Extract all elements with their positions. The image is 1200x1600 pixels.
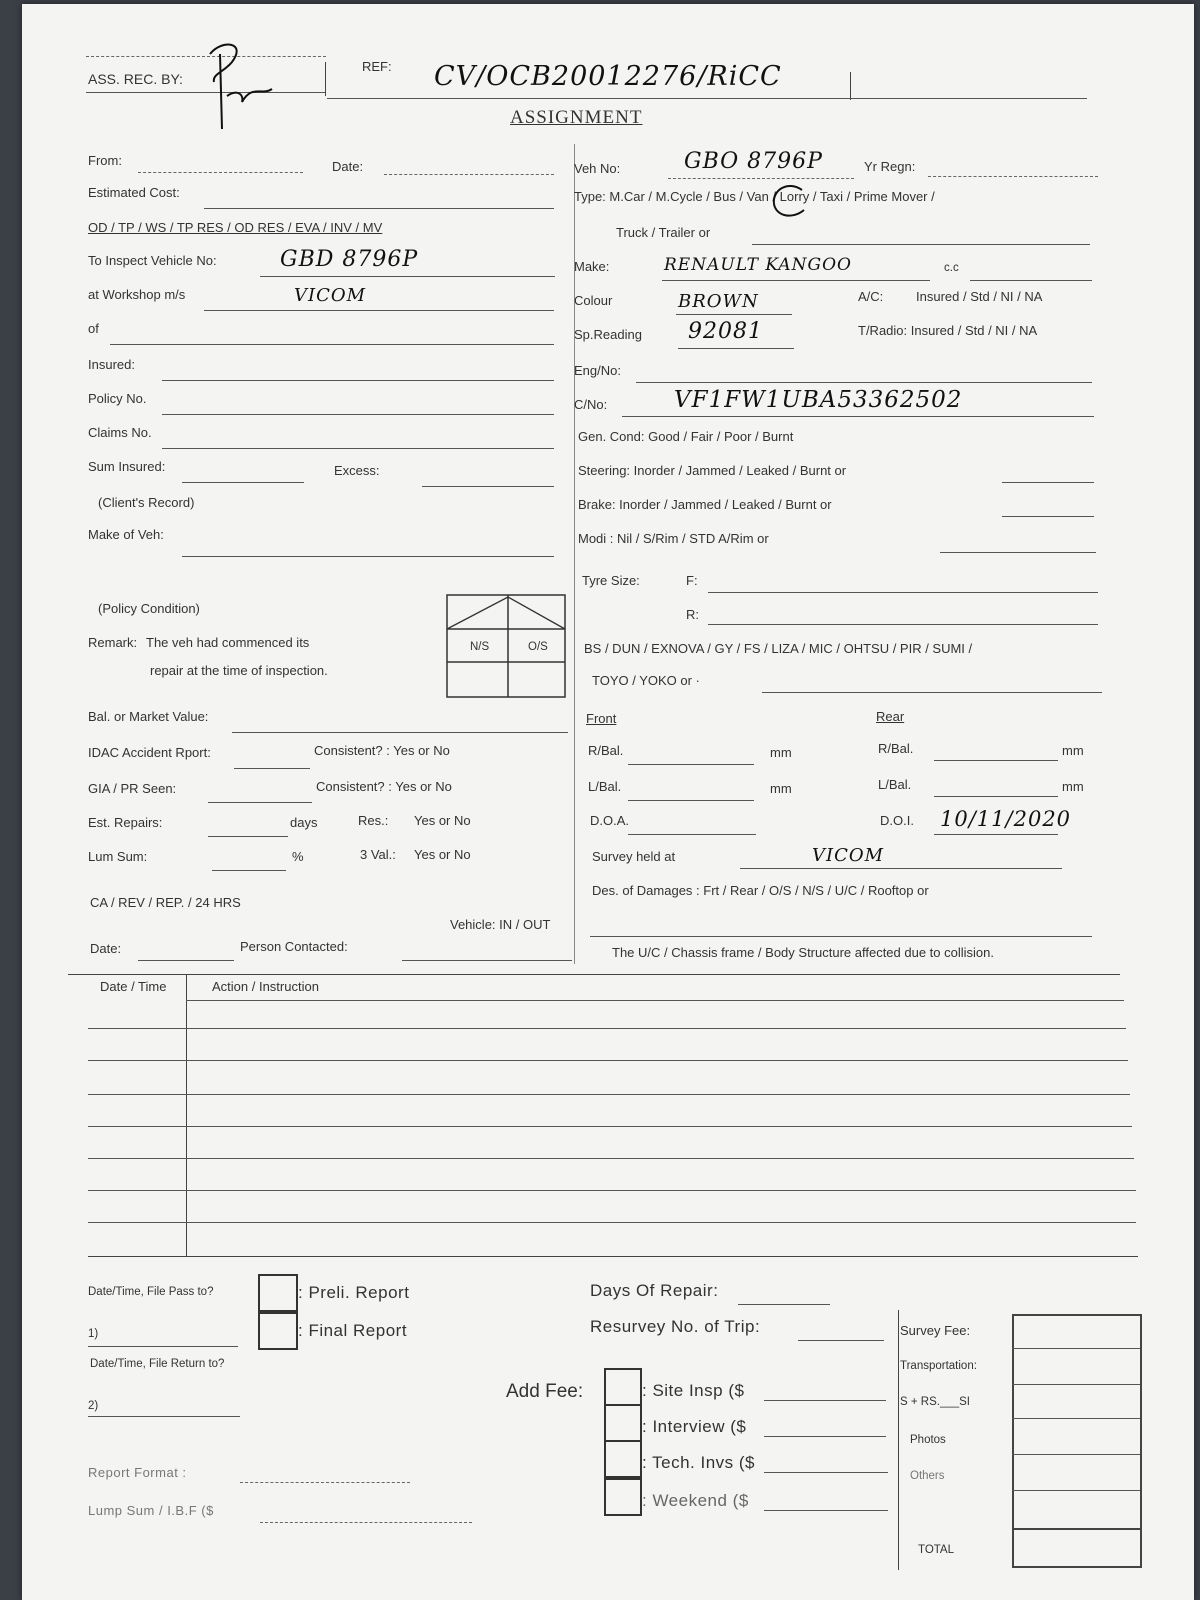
- doa-field[interactable]: [628, 834, 756, 835]
- resurvey-label: Resurvey No. of Trip:: [590, 1317, 761, 1336]
- steering-options: Steering: Inorder / Jammed / Leaked / Burnt or: [578, 463, 847, 478]
- estimated-cost-field[interactable]: [204, 208, 554, 209]
- van-selection-circle: [768, 182, 808, 222]
- fee-row: [1012, 1384, 1140, 1385]
- front-label: Front: [586, 711, 617, 726]
- tyre-front-field[interactable]: [708, 592, 1098, 593]
- sp-reading-label: Sp.Reading: [574, 327, 642, 342]
- ac-options: Insured / Std / NI / NA: [916, 289, 1043, 304]
- damages-options: Des. of Damages : Frt / Rear / O/S / N/S / U/C / Rooftop or: [592, 883, 929, 898]
- vehicle-type-options: Type: M.Car / M.Cycle / Bus / Van / Lorry / Taxi / Prime Mover /: [574, 189, 935, 204]
- policy-no-field[interactable]: [162, 414, 554, 415]
- site-insp-field[interactable]: [764, 1400, 886, 1401]
- brake-options: Brake: Inorder / Jammed / Leaked / Burnt or: [578, 497, 832, 512]
- table-row[interactable]: [186, 1000, 1124, 1001]
- report-format-field[interactable]: [240, 1482, 410, 1483]
- report-format-label: Report Format :: [88, 1465, 187, 1480]
- sum-insured-field[interactable]: [182, 482, 304, 483]
- ref-label: REF:: [362, 59, 392, 74]
- table-column-divider: [186, 974, 187, 1256]
- file-pass-1: 1): [88, 1328, 99, 1340]
- doa-label: D.O.A.: [590, 813, 630, 828]
- consistent-2: Consistent? : Yes or No: [316, 779, 452, 794]
- header-rule: [327, 98, 1087, 99]
- consistent-1: Consistent? : Yes or No: [314, 743, 450, 758]
- remark-label: Remark:: [88, 635, 138, 650]
- others-label: Others: [910, 1470, 945, 1482]
- brake-field[interactable]: [1002, 516, 1094, 517]
- survey-held-label: Survey held at: [592, 849, 676, 864]
- days-repair-label: Days Of Repair:: [590, 1281, 719, 1300]
- table-row[interactable]: [88, 1190, 1136, 1191]
- c-no-label: C/No:: [574, 397, 608, 412]
- resurvey-field[interactable]: [798, 1340, 884, 1341]
- make-value: RENAULT KANGOO: [664, 255, 852, 275]
- veh-no-field[interactable]: [668, 178, 854, 179]
- remark-line-1: The veh had commenced its: [146, 635, 310, 650]
- table-top-rule: [68, 974, 1120, 975]
- os-label: O/S: [528, 641, 548, 653]
- interview-label: : Interview ($: [642, 1417, 747, 1436]
- table-row[interactable]: [88, 1158, 1134, 1159]
- date-field[interactable]: [384, 174, 554, 175]
- front-rbal-label: R/Bal.: [588, 743, 624, 758]
- fee-total-rule: [1012, 1528, 1140, 1530]
- truck-trailer-field[interactable]: [752, 244, 1090, 245]
- prelim-report-checkbox[interactable]: [258, 1274, 298, 1312]
- doi-label: D.O.I.: [880, 813, 914, 828]
- of-label: of: [88, 321, 99, 336]
- lum-sum-field[interactable]: [212, 870, 286, 871]
- lum-sum-label: Lum Sum:: [88, 849, 148, 864]
- date-2-field[interactable]: [138, 960, 234, 961]
- percent-label: %: [292, 849, 304, 864]
- header-divider: [850, 72, 851, 100]
- clients-record-label: (Client's Record): [98, 495, 195, 510]
- final-report-label: : Final Report: [298, 1321, 408, 1340]
- eng-no-label: Eng/No:: [574, 363, 621, 378]
- tyre-rear-label: R:: [686, 607, 699, 622]
- weekend-label: : Weekend ($: [642, 1491, 749, 1510]
- tyre-size-label: Tyre Size:: [582, 573, 640, 588]
- gia-field[interactable]: [208, 802, 312, 803]
- prelim-report-label: : Preli. Report: [298, 1283, 410, 1302]
- days-repair-field[interactable]: [738, 1304, 830, 1305]
- person-contacted-field[interactable]: [402, 960, 572, 961]
- vehicle-in-out: Vehicle: IN / OUT: [450, 917, 551, 932]
- veh-no-value: GBO 8796P: [684, 149, 823, 174]
- s-rs-label: S + RS.___SI: [900, 1396, 970, 1408]
- bal-market-field[interactable]: [232, 732, 568, 733]
- make-of-veh-field[interactable]: [182, 556, 554, 557]
- front-lbal-label: L/Bal.: [588, 779, 622, 794]
- assignment-types: OD / TP / WS / TP RES / OD RES / EVA / INV / MV: [88, 220, 383, 235]
- rear-rbal-mm: mm: [1062, 743, 1084, 758]
- excess-label: Excess:: [334, 463, 380, 478]
- workshop-value: VICOM: [294, 285, 367, 306]
- tech-invs-field[interactable]: [764, 1472, 888, 1473]
- assignment-form: [22, 4, 1194, 1600]
- table-row[interactable]: [88, 1028, 1126, 1029]
- yr-regn-label: Yr Regn:: [864, 159, 916, 174]
- final-report-checkbox[interactable]: [258, 1312, 298, 1350]
- modi-options: Modi : Nil / S/Rim / STD A/Rim or: [578, 531, 769, 546]
- bal-market-label: Bal. or Market Value:: [88, 709, 209, 724]
- eng-no-field[interactable]: [636, 382, 1092, 383]
- idac-label: IDAC Accident Rport:: [88, 745, 211, 760]
- table-row[interactable]: [88, 1094, 1130, 1095]
- veh-no-label: Veh No:: [574, 161, 621, 176]
- lump-sum-label: Lump Sum / I.B.F ($: [88, 1503, 214, 1518]
- rear-lbal-mm: mm: [1062, 779, 1084, 794]
- fee-row: [1012, 1418, 1140, 1419]
- rear-rbal-field[interactable]: [934, 760, 1058, 761]
- modi-field[interactable]: [940, 552, 1096, 553]
- table-row[interactable]: [88, 1222, 1136, 1223]
- insured-label: Insured:: [88, 357, 135, 372]
- table-row[interactable]: [88, 1060, 1128, 1061]
- res-yes-no: Yes or No: [414, 813, 471, 828]
- of-field[interactable]: [110, 344, 554, 345]
- rear-lbal-label: L/Bal.: [878, 777, 912, 792]
- file-return-2: 2): [88, 1400, 99, 1412]
- header-divider: [325, 62, 326, 96]
- tyre-brands-field[interactable]: [762, 692, 1102, 693]
- inspect-vehicle-field[interactable]: [260, 276, 555, 277]
- add-fee-label: Add Fee:: [506, 1381, 584, 1402]
- site-insp-label: : Site Insp ($: [642, 1381, 745, 1400]
- photos-label: Photos: [910, 1434, 946, 1446]
- make-label: Make:: [574, 259, 610, 274]
- front-lbal-field[interactable]: [628, 800, 754, 801]
- transportation-label: Transportation:: [900, 1360, 977, 1372]
- interview-field[interactable]: [764, 1436, 886, 1437]
- ns-label: N/S: [470, 641, 490, 653]
- tyre-front-label: F:: [686, 573, 698, 588]
- file-return-field[interactable]: [88, 1416, 240, 1417]
- sum-insured-label: Sum Insured:: [88, 459, 166, 474]
- steering-field[interactable]: [1002, 482, 1094, 483]
- cc-field[interactable]: [970, 280, 1092, 281]
- form-title: ASSIGNMENT: [510, 107, 643, 128]
- table-bottom-rule: [88, 1256, 1138, 1257]
- res-label: Res.:: [358, 813, 389, 828]
- remark-line-2: repair at the time of inspection.: [150, 663, 328, 678]
- gen-cond-options: Gen. Cond: Good / Fair / Poor / Burnt: [578, 429, 794, 444]
- ass-rec-by-label: ASS. REC. BY:: [88, 71, 183, 87]
- make-field[interactable]: [662, 280, 930, 281]
- tech-invs-label: : Tech. Invs ($: [642, 1453, 756, 1472]
- person-contacted-label: Person Contacted:: [240, 939, 348, 954]
- c-no-field[interactable]: [622, 416, 1094, 417]
- sp-reading-value: 92081: [688, 319, 763, 344]
- tyre-rear-field[interactable]: [708, 624, 1098, 625]
- weekend-field[interactable]: [764, 1510, 888, 1511]
- inspect-vehicle-value: GBD 8796P: [280, 247, 419, 272]
- lump-sum-field[interactable]: [260, 1522, 472, 1523]
- claims-no-label: Claims No.: [88, 425, 152, 440]
- val3-yes-no: Yes or No: [414, 847, 471, 862]
- table-header-action: Action / Instruction: [212, 979, 319, 994]
- estimated-cost-label: Estimated Cost:: [88, 185, 180, 200]
- policy-no-label: Policy No.: [88, 391, 147, 406]
- front-rbal-field[interactable]: [628, 764, 754, 765]
- c-no-value: VF1FW1UBA53362502: [674, 387, 963, 413]
- front-lbal-mm: mm: [770, 781, 792, 796]
- front-rbal-mm: mm: [770, 745, 792, 760]
- table-header-date-time: Date / Time: [100, 979, 167, 994]
- claims-no-field[interactable]: [162, 448, 554, 449]
- doi-value: 10/11/2020: [940, 807, 1072, 831]
- fee-row: [1012, 1348, 1140, 1349]
- date-2-label: Date:: [90, 941, 122, 956]
- ref-value: CV/OCB20012276/RiCC: [434, 61, 782, 92]
- colour-field[interactable]: [676, 314, 792, 315]
- fee-row: [1012, 1490, 1140, 1491]
- insured-field[interactable]: [162, 380, 554, 381]
- colour-value: BROWN: [678, 291, 759, 312]
- idac-field[interactable]: [234, 768, 310, 769]
- site-insp-checkbox[interactable]: [604, 1368, 642, 1406]
- inspect-vehicle-label: To Inspect Vehicle No:: [88, 253, 217, 268]
- val3-label: 3 Val.:: [360, 847, 396, 862]
- survey-held-field[interactable]: [740, 868, 1062, 869]
- rear-label: Rear: [876, 709, 905, 724]
- cc-label: c.c: [944, 262, 959, 274]
- workshop-label: at Workshop m/s: [88, 287, 186, 302]
- rear-rbal-label: R/Bal.: [878, 741, 914, 756]
- total-label: TOTAL: [918, 1544, 954, 1556]
- date-label: Date:: [332, 159, 364, 174]
- signature-image: [192, 34, 282, 134]
- workshop-field[interactable]: [204, 310, 554, 311]
- gia-label: GIA / PR Seen:: [88, 781, 177, 796]
- colour-label: Colour: [574, 293, 613, 308]
- ac-label: A/C:: [858, 289, 884, 304]
- fee-divider: [898, 1310, 899, 1570]
- interview-checkbox[interactable]: [604, 1404, 642, 1442]
- ca-rev-rep: CA / REV / REP. / 24 HRS: [90, 895, 241, 910]
- uc-chassis-text: The U/C / Chassis frame / Body Structure affected due to collision.: [612, 945, 994, 960]
- damages-field[interactable]: [590, 936, 1092, 937]
- survey-fee-label: Survey Fee:: [900, 1323, 971, 1338]
- yr-regn-field[interactable]: [928, 176, 1098, 177]
- truck-trailer-label: Truck / Trailer or: [616, 225, 711, 240]
- policy-condition-label: (Policy Condition): [98, 601, 200, 616]
- rear-lbal-field[interactable]: [934, 796, 1058, 797]
- file-return-label: Date/Time, File Return to?: [90, 1358, 225, 1370]
- excess-field[interactable]: [422, 486, 554, 487]
- table-row[interactable]: [88, 1126, 1132, 1127]
- survey-held-value: VICOM: [812, 845, 885, 866]
- from-field[interactable]: [138, 172, 303, 173]
- doi-field[interactable]: [934, 834, 1058, 835]
- from-label: From:: [88, 153, 122, 168]
- est-repairs-label: Est. Repairs:: [88, 815, 163, 830]
- weekend-checkbox[interactable]: [604, 1478, 642, 1516]
- days-label: days: [290, 815, 318, 830]
- tyre-brands-2: TOYO / YOKO or ·: [592, 673, 700, 688]
- tyre-brands-1: BS / DUN / EXNOVA / GY / FS / LIZA / MIC / OHTSU / PIR / SUMI /: [584, 641, 973, 656]
- est-repairs-field[interactable]: [208, 836, 288, 837]
- fee-row: [1012, 1454, 1140, 1455]
- file-pass-field[interactable]: [88, 1346, 238, 1347]
- file-pass-label: Date/Time, File Pass to?: [88, 1286, 214, 1298]
- tradio-options: T/Radio: Insured / Std / NI / NA: [858, 323, 1038, 338]
- make-of-veh-label: Make of Veh:: [88, 527, 164, 542]
- vehicle-diagram: [446, 594, 568, 700]
- sp-reading-field[interactable]: [678, 348, 794, 349]
- tech-invs-checkbox[interactable]: [604, 1440, 642, 1478]
